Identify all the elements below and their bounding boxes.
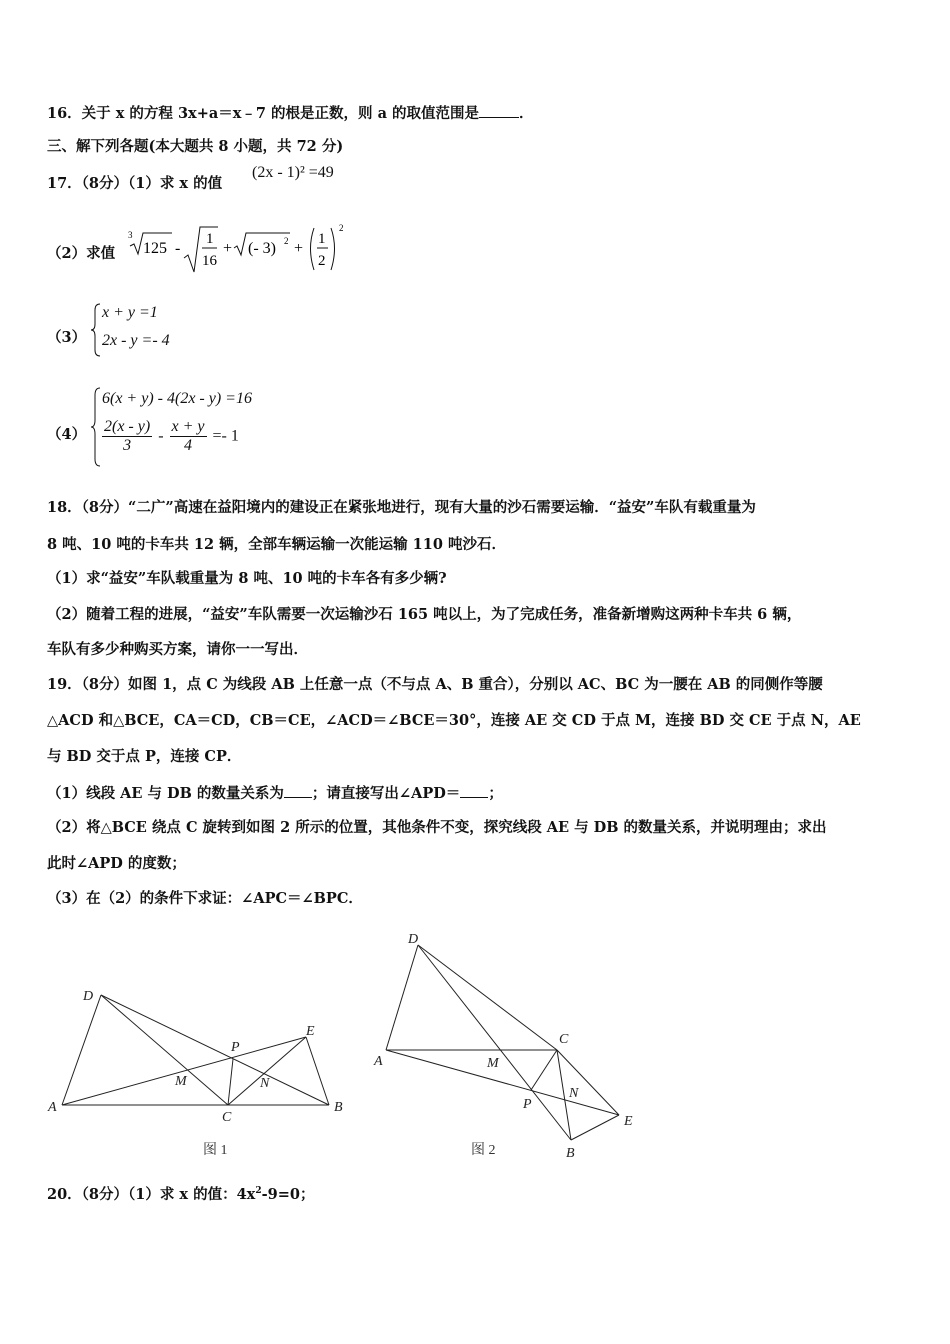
q18-line2: 8 吨、10 吨的卡车共 12 辆，全部车辆运输一次能运输 110 吨沙石． <box>47 536 506 553</box>
q20-line: 20．（8分）（1）求 x 的值：$4x^2-9=0$； <box>47 1185 315 1203</box>
q16-line: 16．关于 x 的方程 3x+a＝x﹣7 的根是正数，则 a 的取值范围是 ． <box>47 105 534 122</box>
fig2-label-B: B <box>566 1146 575 1161</box>
svg-text:1: 1 <box>206 231 214 247</box>
q18-line4: （2）随着工程的进展，“益安”车队需要一次运输沙石 165 吨以上，为了完成任务，准备新增购这两种卡车共 6 辆， <box>47 606 802 623</box>
q18-line3: （1）求“益安”车队载重量为 8 吨、10 吨的卡车各有多少辆? <box>47 570 447 587</box>
svg-text:-: - <box>175 240 181 257</box>
fig2-label-C: C <box>559 1032 569 1047</box>
fig2-label-P: P <box>523 1097 532 1112</box>
q19-line1: 19．（8分）如图 1，点 C 为线段 AB 上任意一点（不与点 A、B 重合），分别以 AC、BC 为一腰在 AB 的同侧作等腰 <box>47 676 823 693</box>
fraction: $\frac{x + y}{4}$ <box>171 418 205 454</box>
fig2-label-E: E <box>624 1114 633 1129</box>
fig2-label-A: A <box>374 1054 383 1069</box>
brace-icon <box>90 302 102 358</box>
q17-head: 17．（8分）（1）求 x 的值 <box>47 175 223 192</box>
figure-1 <box>62 995 329 1105</box>
fig1-label-N: N <box>260 1076 270 1091</box>
q17-part2-radicals <box>128 222 358 274</box>
svg-text:2: 2 <box>318 253 326 269</box>
fig1-label-A: A <box>48 1100 57 1115</box>
q17-part2-expression <box>128 222 358 274</box>
q19-line4: （1）线段 AE 与 DB 的数量关系为 ；请直接写出∠APD＝ ； <box>47 785 503 802</box>
q19-answer-blank-1 <box>284 783 312 798</box>
q19-line5: （2）将△BCE 绕点 C 旋转到如图 2 所示的位置，其他条件不变，探究线段 AE 与 DB 的数量关系，并说明理由；求出 <box>47 819 827 836</box>
q17-part4-label: （4） <box>47 426 87 443</box>
svg-text:2: 2 <box>284 236 289 246</box>
svg-text:+: + <box>223 240 233 257</box>
fig1-label-B: B <box>334 1100 343 1115</box>
q16-answer-blank <box>479 103 519 118</box>
q19-answer-blank-2 <box>460 783 488 798</box>
q18-line1: 18．（8分）“二广”高速在益阳境内的建设正在紧张地进行，现有大量的沙石需要运输．“益安”车队有载重量为 <box>47 499 756 516</box>
fig2-label-N: N <box>569 1086 579 1101</box>
svg-text:16: 16 <box>202 253 217 269</box>
section-heading: 三、解下列各题(本大题共 8 小题，共 72 分) <box>47 138 344 155</box>
q18-line5: 车队有多少种购买方案，请你一一写出． <box>47 641 308 658</box>
figure-2 <box>386 945 619 1140</box>
cbrt-radicand: 125 <box>143 240 167 257</box>
fig1-caption: 图 1 <box>203 1143 228 1158</box>
fig1-label-P: P <box>231 1040 240 1055</box>
fig1-label-M: M <box>175 1074 187 1089</box>
q19-figures <box>0 925 950 1185</box>
svg-text:+: + <box>294 240 304 257</box>
fig2-label-M: M <box>487 1056 499 1071</box>
fig1-label-C: C <box>222 1110 232 1125</box>
q17-part2-label: （2）求值 <box>47 245 116 262</box>
q19-line3: 与 BD 交于点 P，连接 CP． <box>47 748 242 765</box>
svg-text:3: 3 <box>128 230 133 240</box>
q19-line2: △ACD 和△BCE，CA＝CD，CB＝CE，∠ACD＝∠BCE＝30°，连接 AE 交 CD 于点 M，连接 BD 交 CE 于点 N，AE <box>47 712 861 729</box>
svg-text:1: 1 <box>318 231 326 247</box>
q17-part3-label: （3） <box>47 329 87 346</box>
fig1-label-D: D <box>83 989 94 1004</box>
fig2-caption: 图 2 <box>471 1143 496 1158</box>
fig1-label-E: E <box>306 1024 315 1039</box>
q19-line6: 此时∠APD 的度数； <box>47 855 186 872</box>
fraction: $\frac{2(x - y)}{3}$ <box>104 418 151 454</box>
q16-text: 16．关于 x 的方程 3x+a＝x﹣7 的根是正数，则 a 的取值范围是 <box>47 105 480 122</box>
q17-part1-equation: (2x - 1)² =49 <box>252 164 334 181</box>
fig2-label-D: D <box>408 932 419 947</box>
svg-text:2: 2 <box>339 223 344 233</box>
sqrt-radicand: (- 3) <box>248 240 276 257</box>
q19-line7: （3）在（2）的条件下求证：∠APC＝∠BPC． <box>47 890 363 907</box>
